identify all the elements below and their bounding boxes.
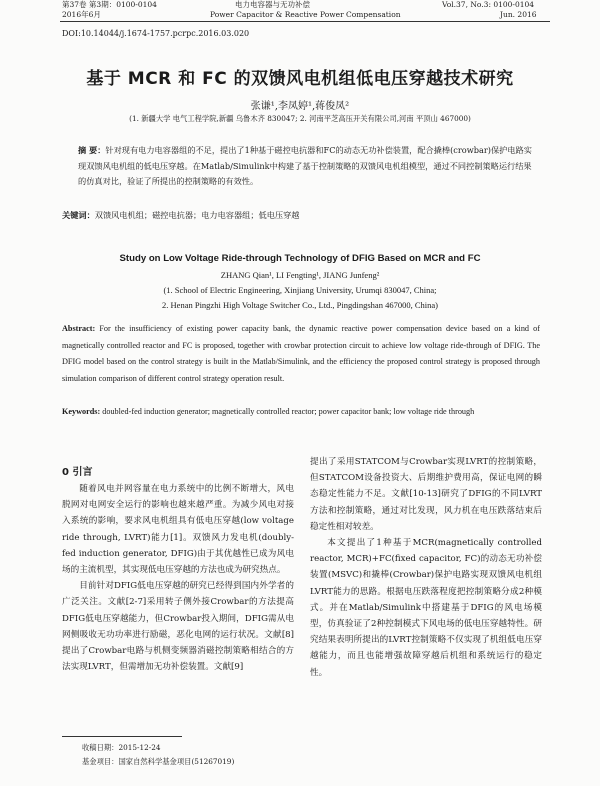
paper-title-cn: 基于 MCR 和 FC 的双馈风电机组低电压穿越技术研究 bbox=[86, 69, 514, 89]
header-date-en: Jun. 2016 bbox=[500, 10, 537, 19]
body-right-column bbox=[310, 454, 542, 681]
header-vol-en: Vol.37, No.3: 0100-0104 bbox=[442, 0, 535, 9]
authors-en: ZHANG Qian¹, LI Fengting¹, JIANG Junfeng² bbox=[220, 270, 380, 280]
header-vol-issue: 第37卷 第3期：0100-0104 bbox=[62, 0, 157, 9]
paragraph: 目前针对DFIG低电压穿越的研究已经得到国内外学者的广泛关注。文献[2-7]采用转子侧外接Crowbar的方法提高DFIG低电压穿越能力，但Crowbar投入期间，DFIG需从电网侧吸收无功功率进行励磁，恶化电网的运行状况。文献[8]提出了Crowbar电路与机侧变频器消磁控制策略相结合的方法实现LVRT，但需增加无功补偿装置。文献[9] bbox=[62, 581, 294, 673]
keywords-cn bbox=[62, 210, 542, 221]
keywords-en-text: doubled-fed induction generator; magnetically controlled reactor; power capacitor bank; low voltage ride through bbox=[102, 407, 475, 416]
paper-title-en: Study on Low Voltage Ride-through Technology of DFIG Based on MCR and FC bbox=[119, 253, 481, 264]
abstract-en-text: For the insufficiency of existing power capacity bank, the dynamic reactive power compensation device based on a kind of magnetically controlled reactor and FC is proposed, together with crowbar protection circuit to achieve low voltage ride-through of DFIG. The DFIG model based on the control strategy is built in the Matlab/Simulink, and the efficiency the proposed control strategy is proposed through simulation comparison of different control strategy operation result. bbox=[62, 324, 541, 384]
abstract-en-label: Abstract: bbox=[62, 324, 96, 333]
abstract-cn-label: 摘 要： bbox=[78, 145, 106, 155]
paragraph: 随着风电并网容量在电力系统中的比例不断增大，风电脱网对电网安全运行的影响也越来越严重。为减少风电对接入系统的影响，要求风电机组具有低电压穿越(low voltage ride through, LVRT)能力[1]。双馈风力发电机(doubly-fed induction generator, DFIG)由于其优越性已成为风电场的主流机型，其实现低电压穿越的方法也成为研究热点。 bbox=[62, 484, 294, 576]
header-journal-cn: 电力电容器与无功补偿 bbox=[235, 0, 310, 9]
abstract-en bbox=[62, 321, 540, 388]
paragraph: 本文提出了1种基于MCR(magnetically controlled reactor, MCR)+FC(fixed capacitor, FC)的动态无功补偿装置(MSVC)和撬棒(Crowbar)保护电路实现双馈风电机组LVRT能力的思路。根据电压跌落程度把控制策略分成2种模式。并在Matlab/Simulink中搭建基于DFIG的风电场模型，仿真验证了2种控制模式下风电场的低电压穿越特性。研究结果表明所提出的LVRT控制策略不仅实现了机组低电压穿越能力，而且也能增强故障穿越后机组和系统运行的稳定性。 bbox=[310, 538, 542, 678]
abstract-cn-text: 针对现有电力电容器组的不足，提出了1种基于磁控电抗器和FC的动态无功补偿装置，配合撬棒(crowbar)保护电路实现双馈风电机组的低电压穿越。在Matlab/Simulink中构建了基于控制策略的双馈风电机组模型，通过不同控制策略运行结果的仿真对比，验证了所提出的控制策略的有效性。 bbox=[78, 145, 532, 186]
abstract-cn bbox=[78, 143, 538, 190]
footnote-received: 收稿日期：2015-12-24 bbox=[82, 743, 161, 752]
affiliation-en-line-2: 2. Henan Pingzhi High Voltage Switcher Co., Ltd., Pingdingshan 467000, China) bbox=[162, 300, 438, 310]
section-heading-introduction: 0 引言 bbox=[62, 467, 93, 478]
footnote-fund: 基金项目：国家自然科学基金项目(51267019) bbox=[82, 757, 235, 766]
paragraph: 提出了采用STATCOM与Crowbar实现LVRT的控制策略，但STATCOM设备投资大、后期维护费用高，保证电网的瞬态稳定性能力不足。文献[10-13]研究了DFIG的不同LVRT方法和控制策略，通过对比发现，风力机在电压跌落结束后稳定性相对较差。 bbox=[310, 457, 542, 532]
header-journal-en: Power Capacitor & Reactive Power Compensation bbox=[210, 10, 401, 19]
body-left-column bbox=[62, 481, 294, 675]
header-rule bbox=[60, 21, 550, 22]
keywords-en bbox=[62, 404, 540, 421]
affiliation-cn: (1. 新疆大学 电气工程学院,新疆 乌鲁木齐 830047; 2. 河南平芝高压开关有限公司,河南 平顶山 467000) bbox=[129, 114, 471, 123]
authors-cn: 张谦¹,李凤婷¹,蒋俊凤² bbox=[250, 101, 350, 112]
affiliation-en-line-1: (1. School of Electric Engineering, Xinjiang University, Urumqi 830047, China; bbox=[163, 285, 437, 295]
keywords-en-label: Keywords: bbox=[62, 407, 101, 416]
doi: DOI:10.14044/j.1674-1757.pcrpc.2016.03.020 bbox=[62, 29, 250, 38]
keywords-cn-text: 双馈风电机组；磁控电抗器；电力电容器组；低电压穿越 bbox=[94, 210, 300, 220]
keywords-cn-label: 关键词： bbox=[62, 210, 95, 220]
footnote-rule bbox=[62, 736, 182, 737]
header-date-cn: 2016年6月 bbox=[62, 10, 101, 19]
